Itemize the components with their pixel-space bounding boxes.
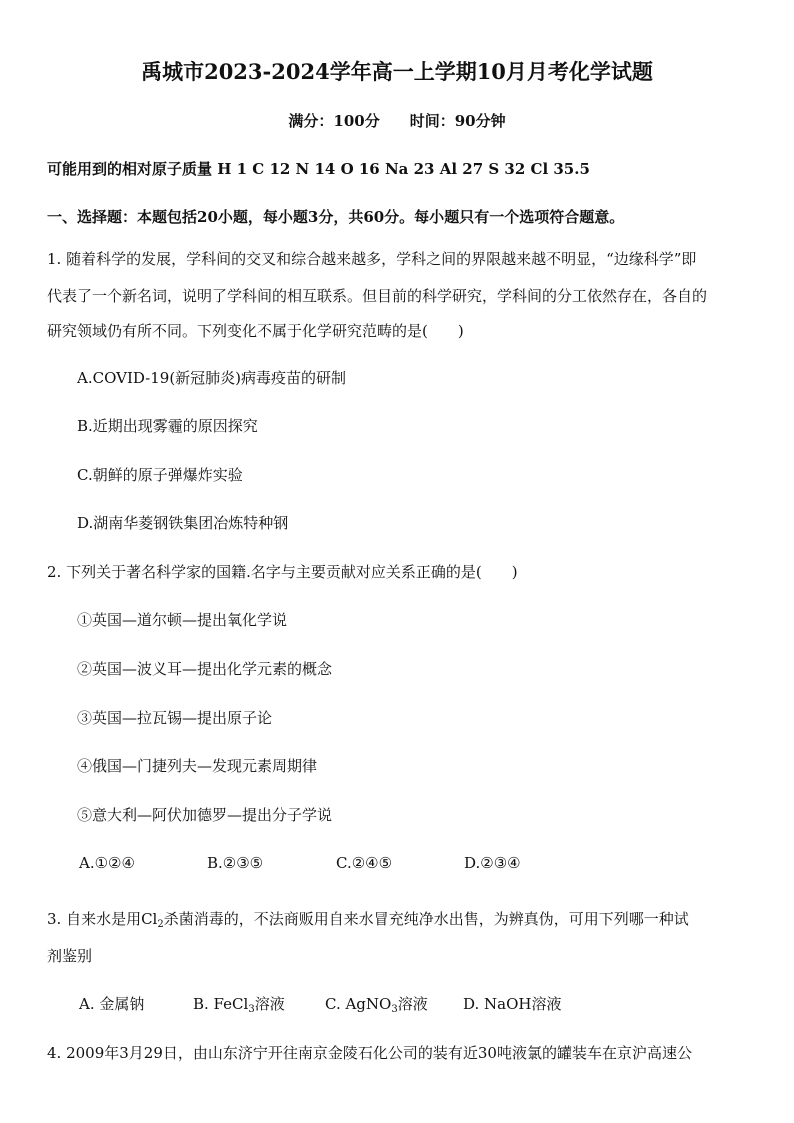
q2-item-5: ⑤意大利—阿伏加德罗—提出分子学说: [77, 806, 333, 824]
atomic-masses: 可能用到的相对原子质量 H 1 C 12 N 14 O 16 Na 23 Al 27 S 32 Cl 35.5: [47, 160, 590, 178]
q2-item-1: ①英国—道尔顿—提出氧化学说: [77, 611, 288, 629]
exam-title: 禹城市2023-2024学年高一上学期10月月考化学试题: [141, 59, 653, 84]
q3-option-d: D. NaOH溶液: [463, 995, 562, 1013]
q4-stem-line1: 4. 2009年3月29日，由山东济宁开往南京金陵石化公司的装有近30吨液氯的罐装车在京沪高速公: [47, 1044, 692, 1062]
q1-option-a: A.COVID-19(新冠肺炎)病毒疫苗的研制: [77, 369, 347, 387]
q3-stem-line2: 剂鉴别: [47, 947, 93, 965]
q2-item-3: ③英国—拉瓦锡—提出原子论: [77, 709, 273, 727]
q3-option-a: A. 金属钠: [79, 995, 145, 1013]
q2-option-c: C.②④⑤: [336, 854, 393, 872]
q2-item-2: ②英国—波义耳—提出化学元素的概念: [77, 660, 333, 678]
q2-option-a: A.①②④: [79, 854, 135, 872]
q2-option-b: B.②③⑤: [207, 854, 264, 872]
q1-option-d: D.湖南华菱钢铁集团冶炼特种钢: [77, 514, 289, 532]
q1-option-b: B.近期出现雾霾的原因探究: [77, 417, 258, 435]
q2-stem: 2. 下列关于著名科学家的国籍.名字与主要贡献对应关系正确的是( ): [47, 563, 518, 581]
exam-time: 时间：90分钟: [409, 112, 506, 130]
q1-stem-line1: 1. 随着科学的发展，学科间的交叉和综合越来越多，学科之间的界限越来越不明显，“边缘科学”即: [47, 250, 697, 268]
q1-stem-line3: 研究领域仍有所不同。下列变化不属于化学研究范畴的是( ): [47, 322, 464, 340]
exam-meta: [0, 110, 794, 131]
section-heading: 一、选择题：本题包括20小题，每小题3分，共60分。每小题只有一个选项符合题意。: [47, 208, 625, 226]
q3-option-c: C. AgNO$_3$溶液: [325, 995, 428, 1015]
q3-option-b: B. FeCl$_3$溶液: [193, 995, 285, 1015]
full-score: 满分：100分: [288, 112, 380, 130]
q2-option-d: D.②③④: [464, 854, 521, 872]
q3-stem-line1: 3. 自来水是用$Cl_2$杀菌消毒的，不法商贩用自来水冒充纯净水出售，为辨真伪，可用下列哪一种试: [47, 910, 689, 930]
q1-stem-line2: 代表了一个新名词，说明了学科间的相互联系。但目前的科学研究，学科间的分工依然存在，各自的: [47, 287, 708, 305]
q1-option-c: C.朝鲜的原子弹爆炸实验: [77, 466, 243, 484]
q2-item-4: ④俄国—门捷列夫—发现元素周期律: [77, 757, 318, 775]
